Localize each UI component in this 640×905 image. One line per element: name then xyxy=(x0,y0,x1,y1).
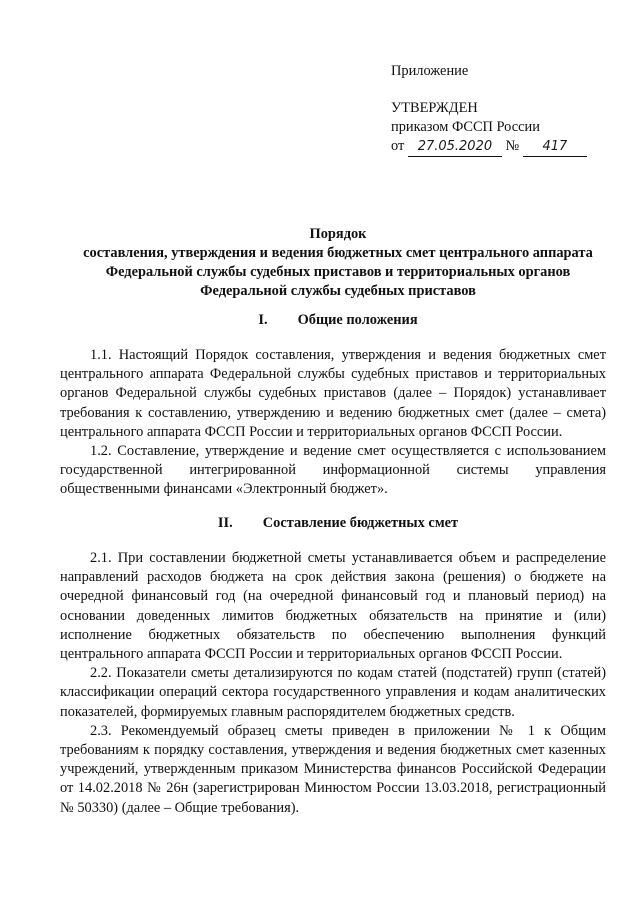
title-line-1: Порядок xyxy=(309,226,367,242)
title-line-2: составления, утверждения и ведения бюджетных смет центрального аппарата xyxy=(83,245,593,261)
appendix-label: Приложение xyxy=(391,63,469,79)
order-label: приказом ФССП России xyxy=(391,119,540,135)
paragraph-2-1: 2.1. При составлении бюджетной сметы устанавливается объем и распределение направлений расходов бюджета на срок действия закона (решения) о бюджете на очередной финансовый год (на очередной финансовый год и плановый период) на основании доведенных лимитов бюджетных обязательств на принятие и (или) исполнение бюджетных обязательств по обеспечению выполнения функций центрального аппарата ФССП России и территориальных органов ФССП России. xyxy=(60,550,606,663)
section-2-body xyxy=(60,549,606,818)
section-2-title: Составление бюджетных смет xyxy=(262,515,459,531)
from-label: от xyxy=(391,138,405,154)
section-1-heading xyxy=(58,311,618,330)
number-label: № xyxy=(505,138,520,154)
section-2-heading xyxy=(58,514,618,533)
section-1-body xyxy=(60,346,606,500)
paragraph-1-1: 1.1. Настоящий Порядок составления, утверждения и ведения бюджетных смет центрального аппарата Федеральной службы судебных приставов и территориальных органов Федеральной службы судебных приставов (далее – Порядок) устанавливает требования к составлению, утверждению и ведению бюджетных смет (далее – смета) центрального аппарата ФССП России и территориальных органов ФССП России. xyxy=(60,347,606,440)
section-1-title: Общие положения xyxy=(297,312,418,328)
handwritten-number: 417 xyxy=(523,137,587,157)
title-line-3: Федеральной службы судебных приставов и территориальных органов xyxy=(105,264,571,280)
paragraph-2-3: 2.3. Рекомендуемый образец сметы приведен в приложении № 1 к Общим требованиям к порядку составления, утверждения и ведения бюджетных смет казенных учреждений, утвержденным приказом Министерства финансов Российской Федерации от 14.02.2018 № 26н (зарегистрирован Минюстом России 13.03.2018, регистрационный № 50330) (далее – Общие требования). xyxy=(60,722,606,816)
approval-block xyxy=(391,62,621,157)
section-2-number: II. xyxy=(217,515,233,531)
section-1-number: I. xyxy=(258,312,268,328)
title-line-4: Федеральной службы судебных приставов xyxy=(200,283,476,299)
approved-label: УТВЕРЖДЕН xyxy=(391,100,478,116)
document-title xyxy=(58,225,618,301)
paragraph-2-2: 2.2. Показатели сметы детализируются по кодам статей (подстатей) групп (статей) классификации операций сектора государственного управления и кодам аналитических показателей, формируемых главным распорядителем бюджетных средств. xyxy=(60,665,606,720)
paragraph-1-2: 1.2. Составление, утверждение и ведение смет осуществляется с использованием государственной интегрированной информационной системы управления общественными финансами «Электронный бюджет». xyxy=(60,443,606,498)
order-date-number-line xyxy=(391,137,621,157)
handwritten-date: 27.05.2020 xyxy=(408,137,502,157)
